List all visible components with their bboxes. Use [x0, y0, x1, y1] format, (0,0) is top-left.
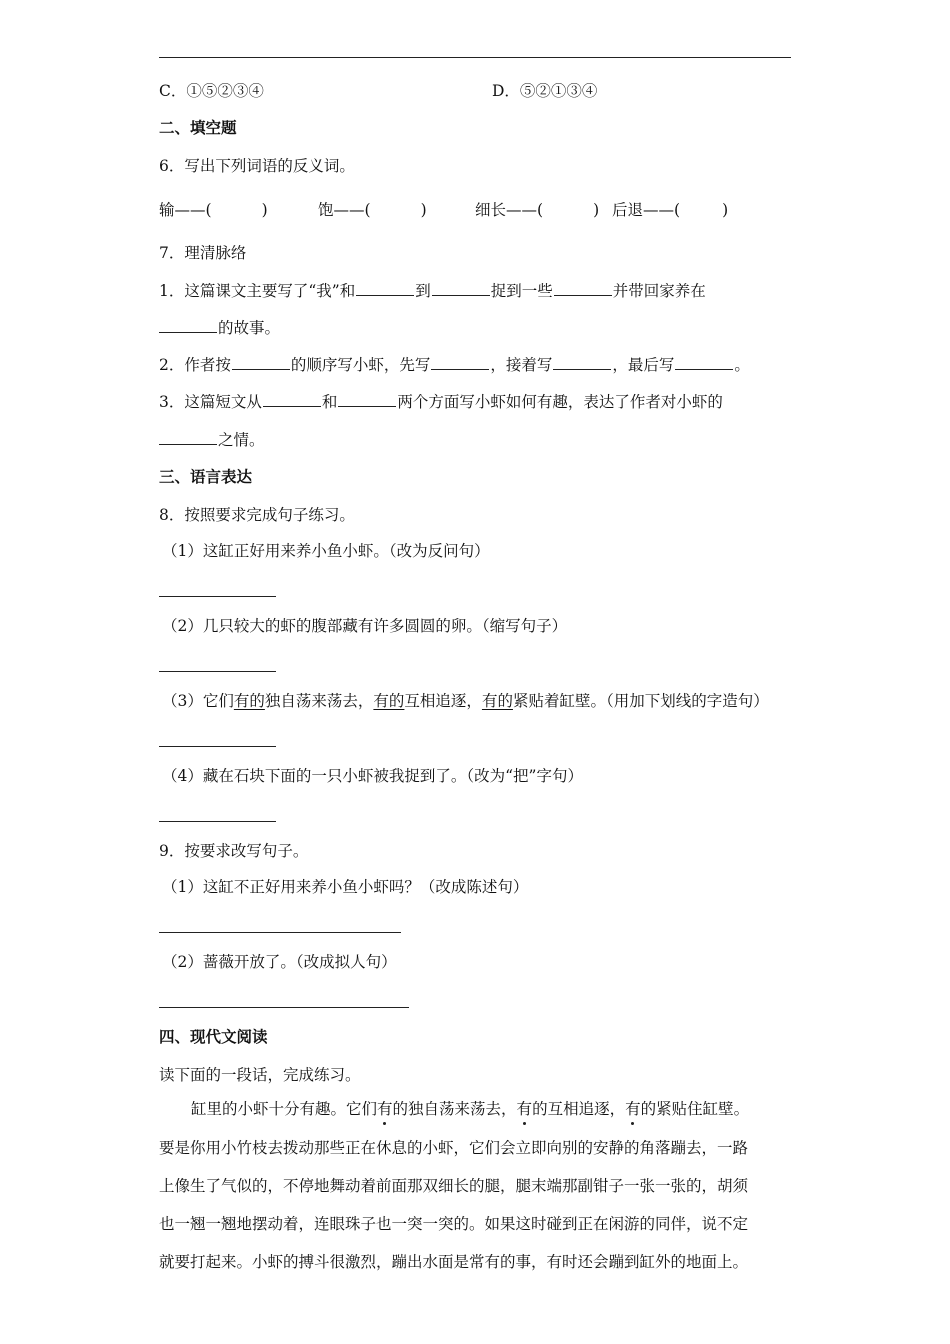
reading-paragraph-line-3: 上像生了气似的，不停地舞动着前面那双细长的腿，腿末端那副钳子一张一张的，胡须 [159, 1177, 749, 1195]
blank [432, 281, 490, 296]
answer-line [159, 596, 276, 597]
option-d: D．⑤②①③④ [492, 82, 598, 100]
section-reading: 四、现代文阅读 [159, 1027, 268, 1046]
blank [553, 355, 611, 370]
q8-sentence-2: （2）几只较大的虾的腹部藏有许多圆圆的卵。（缩写句子） [162, 617, 568, 635]
reading-paragraph-line-1: 缸里的小虾十分有趣。它们有的独自荡来荡去，有的互相追逐，有的紧贴住缸壁。 [191, 1100, 750, 1118]
q8-sentence-4: （4）藏在石块下面的一只小虾被我捉到了。（改为“把”字句） [162, 767, 583, 785]
blank [232, 355, 290, 370]
blank [159, 318, 217, 333]
answer-line [159, 821, 276, 822]
answer-line [159, 932, 401, 933]
blank [356, 281, 414, 296]
q6-item-2: 饱——( ) [318, 201, 427, 219]
reading-intro: 读下面的一段话，完成练习。 [159, 1066, 361, 1084]
q7-line-1: 1．这篇课文主要写了“我”和 到 捉到一些 并带回家养在 [159, 282, 706, 300]
answer-line [159, 1007, 409, 1008]
section-fill-blank: 二、填空题 [159, 118, 237, 137]
q9-sentence-2: （2）蔷薇开放了。（改成拟人句） [162, 953, 397, 971]
answer-line [159, 746, 276, 747]
q8-title: 8．按照要求完成句子练习。 [159, 506, 355, 524]
q7-line-2: 的故事。 [159, 318, 280, 338]
answer-line [159, 671, 276, 672]
reading-paragraph-line-4: 也一翘一翘地摆动着，连眼珠子也一突一突的。如果这时碰到正在闲游的同伴，说不定 [159, 1215, 749, 1233]
q8-sentence-3: （3）它们有的独自荡来荡去，有的互相追逐，有的紧贴着缸壁。（用加下划线的字造句） [162, 692, 769, 710]
blank [338, 392, 396, 407]
q6-title: 6．写出下列词语的反义词。 [159, 157, 355, 175]
blank [263, 392, 321, 407]
q8-sentence-1: （1）这缸正好用来养小鱼小虾。（改为反问句） [162, 542, 490, 560]
q7-title: 7．理清脉络 [159, 244, 247, 262]
header-rule [159, 57, 791, 58]
q9-sentence-1: （1）这缸不正好用来养小鱼小虾吗？（改成陈述句） [162, 878, 529, 896]
reading-paragraph-line-2: 要是你用小竹枝去拨动那些正在休息的小虾，它们会立即向别的安静的角落蹦去，一路 [159, 1139, 749, 1157]
option-c: C．①⑤②③④ [159, 82, 264, 100]
q6-item-3: 细长——( ) [475, 201, 600, 219]
q7-line-5: 之情。 [159, 430, 265, 450]
section-language: 三、语言表达 [159, 467, 253, 486]
blank [675, 355, 733, 370]
blank [554, 281, 612, 296]
blank [159, 430, 217, 445]
q7-line-3: 2．作者按 的顺序写小虾，先写 ，接着写 ，最后写 。 [159, 356, 750, 374]
q7-line-4: 3．这篇短文从 和 两个方面写小虾如何有趣，表达了作者对小虾的 [159, 393, 723, 411]
q9-title: 9．按要求改写句子。 [159, 842, 309, 860]
q6-item-4: 后退——( ) [612, 201, 729, 219]
q6-item-1: 输——( ) [159, 201, 268, 219]
reading-paragraph-line-5: 就要打起来。小虾的搏斗很激烈，蹦出水面是常有的事，有时还会蹦到缸外的地面上。 [159, 1253, 749, 1271]
blank [431, 355, 489, 370]
